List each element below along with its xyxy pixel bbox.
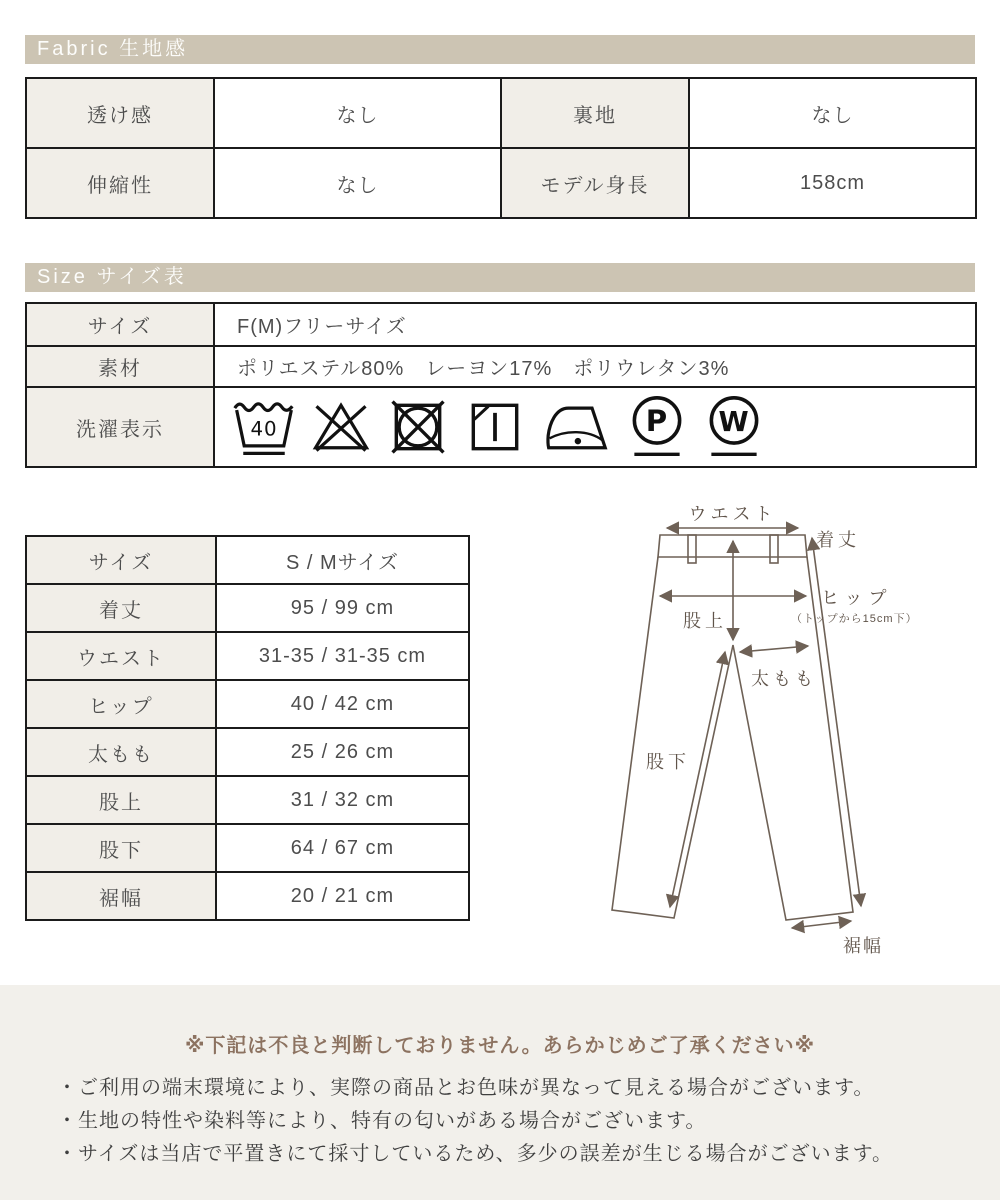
measure-label-rise: 股上 [26,776,216,824]
measure-value-rise: 31 / 32 cm [216,776,469,824]
measure-label-size: サイズ [26,536,216,584]
measurements-table [25,535,470,921]
measure-value-hem-width: 20 / 21 cm [216,872,469,920]
do-not-tumble-dry-icon [385,394,451,460]
fabric-table [25,77,977,219]
table-row [26,387,976,467]
diagram-label-inseam: 股下 [646,752,690,772]
table-row [26,346,976,387]
table-row [26,632,469,680]
measure-value-hip: 40 / 42 cm [216,680,469,728]
svg-text:W: W [718,406,750,438]
fabric-value-stretch: なし [214,148,501,218]
pants-measurement-diagram [600,488,1000,968]
wash-40-gentle-icon [231,394,297,460]
table-row [26,148,976,218]
fabric-value-model-height: 158cm [689,148,976,218]
diagram-label-rise: 股上 [683,611,727,631]
fabric-value-sheerness: なし [214,78,501,148]
note-item: ・サイズは当店で平置きにて採寸しているため、多少の誤差が生じる場合がございます。 [57,1143,893,1165]
measure-label-hip: ヒップ [26,680,216,728]
size-spec-table [25,302,977,468]
diagram-label-hip: ヒップ [821,588,893,608]
table-row [26,78,976,148]
measure-value-size: S / Mサイズ [216,536,469,584]
do-not-bleach-icon [308,394,374,460]
fabric-label-stretch: 伸縮性 [26,148,214,218]
table-row [26,872,469,920]
measure-label-length: 着丈 [26,584,216,632]
fabric-value-lining: なし [689,78,976,148]
size-label: サイズ [26,303,214,346]
svg-text:P: P [645,403,669,438]
measure-label-inseam: 股下 [26,824,216,872]
measure-label-thigh: 太もも [26,728,216,776]
table-row [26,680,469,728]
measure-value-waist: 31-35 / 31-35 cm [216,632,469,680]
size-value: F(M)フリーサイズ [214,303,976,346]
fabric-label-model-height: モデル身長 [501,148,689,218]
table-row [26,776,469,824]
fabric-section-header: Fabric 生地感 [25,35,975,64]
table-row [26,584,469,632]
care-symbols-row [215,392,975,462]
measure-label-hem-width: 裾幅 [26,872,216,920]
line-dry-in-shade-icon [462,394,528,460]
notes-title: ※下記は不良と判断しておりません。あらかじめご了承ください※ [184,1035,816,1057]
note-item: ・ご利用の端末環境により、実際の商品とお色味が異なって見える場合がございます。 [57,1077,875,1099]
measure-value-thigh: 25 / 26 cm [216,728,469,776]
material-label: 素材 [26,346,214,387]
care-label: 洗濯表示 [26,387,214,467]
size-section-header: Size サイズ表 [25,263,975,292]
fabric-label-lining: 裏地 [501,78,689,148]
dry-clean-P-gentle-icon [624,392,690,462]
diagram-label-garment-length: 着丈 [816,530,860,550]
measure-value-inseam: 64 / 67 cm [216,824,469,872]
svg-text:40: 40 [250,417,278,441]
diagram-label-hem-width: 裾幅 [843,936,883,956]
diagram-label-hip-note: （トップから15cm下） [791,613,918,625]
diagram-label-waist: ウエスト [688,504,777,524]
notes-section [0,985,1000,1200]
note-item: ・生地の特性や染料等により、特有の匂いがある場合がございます。 [57,1110,707,1132]
table-row [26,536,469,584]
pants-outline-drawing [600,488,1000,968]
diagram-label-thigh: 太もも [751,669,817,689]
wet-clean-W-gentle-icon [701,392,767,462]
table-row [26,824,469,872]
iron-low-one-dot-icon [539,394,613,460]
measure-value-length: 95 / 99 cm [216,584,469,632]
measure-label-waist: ウエスト [26,632,216,680]
table-row [26,303,976,346]
table-row [26,728,469,776]
fabric-label-sheerness: 透け感 [26,78,214,148]
material-value: ポリエステル80% レーヨン17% ポリウレタン3% [214,346,976,387]
